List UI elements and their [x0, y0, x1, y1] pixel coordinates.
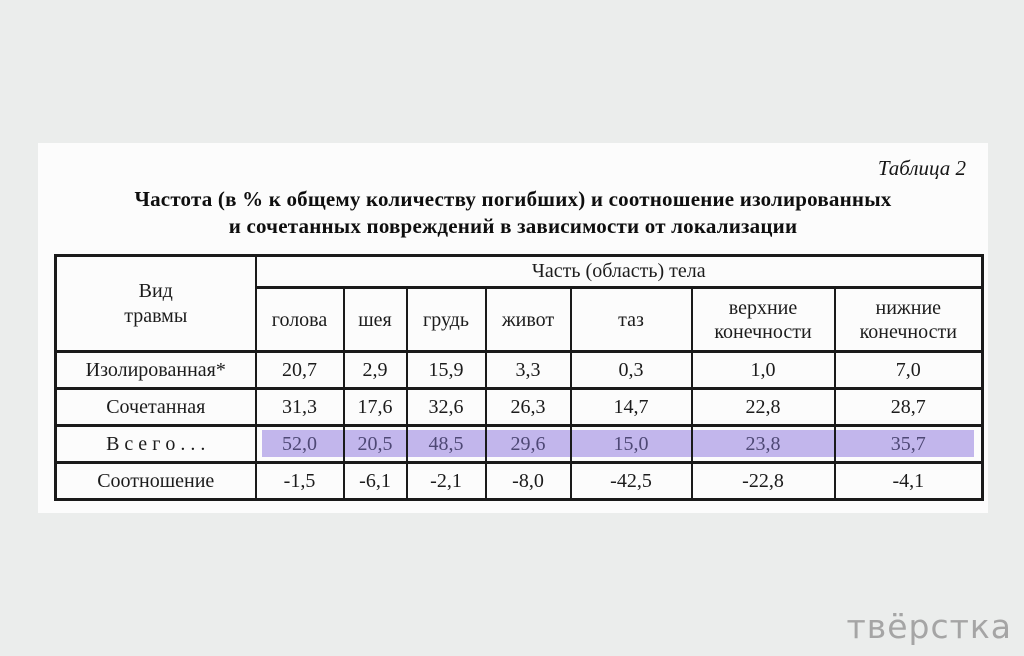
data-cell-highlighted: 20,5 — [344, 426, 407, 463]
col-header-neck: шея — [344, 288, 407, 352]
col-header-lower-limbs: нижние конечности — [835, 288, 983, 352]
table-row-ratio — [56, 463, 983, 500]
table-number-label: Таблица 2 — [877, 156, 966, 180]
data-cell-highlighted: 52,0 — [256, 426, 344, 463]
row-label: Соотношение — [56, 463, 256, 500]
data-cell-highlighted: 23,8 — [692, 426, 835, 463]
col-header-pelvis: таз — [571, 288, 692, 352]
data-cell: 1,0 — [692, 352, 835, 389]
data-cell: 32,6 — [407, 389, 486, 426]
corner-header-cell — [56, 256, 256, 352]
data-cell: 22,8 — [692, 389, 835, 426]
data-cell-highlighted: 15,0 — [571, 426, 692, 463]
data-cell: 2,9 — [344, 352, 407, 389]
document-panel — [38, 143, 988, 513]
corner-header-line2: травмы — [124, 304, 188, 327]
watermark-logo: твёрстка — [846, 607, 1012, 646]
data-cell: 7,0 — [835, 352, 983, 389]
col-header-abdomen: живот — [486, 288, 571, 352]
data-cell: 15,9 — [407, 352, 486, 389]
col-header-upper-limbs: верхние конечности — [692, 288, 835, 352]
data-cell: 20,7 — [256, 352, 344, 389]
header-row-span — [56, 256, 983, 288]
body-part-span-header: Часть (область) тела — [256, 256, 983, 288]
col-header-head: голова — [256, 288, 344, 352]
corner-header-line1: Вид — [138, 279, 173, 302]
injury-localization-table — [54, 254, 984, 501]
data-cell-highlighted: 29,6 — [486, 426, 571, 463]
col-header-chest: грудь — [407, 288, 486, 352]
table-row-total-highlighted — [56, 426, 983, 463]
row-label: Сочетанная — [56, 389, 256, 426]
data-cell-highlighted: 35,7 — [835, 426, 983, 463]
data-cell: -4,1 — [835, 463, 983, 500]
data-cell: 31,3 — [256, 389, 344, 426]
data-cell: 26,3 — [486, 389, 571, 426]
document-title-line1: Частота (в % к общему количеству погибших) и соотношение изолированных — [134, 187, 892, 211]
data-cell: -1,5 — [256, 463, 344, 500]
data-cell: -22,8 — [692, 463, 835, 500]
data-cell: 17,6 — [344, 389, 407, 426]
data-cell: -42,5 — [571, 463, 692, 500]
data-cell: 14,7 — [571, 389, 692, 426]
table-row-combined — [56, 389, 983, 426]
data-cell: -2,1 — [407, 463, 486, 500]
document-title-line2: и сочетанных повреждений в зависимости от локализации — [228, 214, 798, 238]
data-cell: -6,1 — [344, 463, 407, 500]
row-label: В с е г о . . . — [56, 426, 256, 463]
table-row-isolated — [56, 352, 983, 389]
data-cell: -8,0 — [486, 463, 571, 500]
document-title — [38, 186, 988, 240]
data-cell-highlighted: 48,5 — [407, 426, 486, 463]
data-cell: 3,3 — [486, 352, 571, 389]
row-label: Изолированная* — [56, 352, 256, 389]
data-cell: 28,7 — [835, 389, 983, 426]
data-cell: 0,3 — [571, 352, 692, 389]
